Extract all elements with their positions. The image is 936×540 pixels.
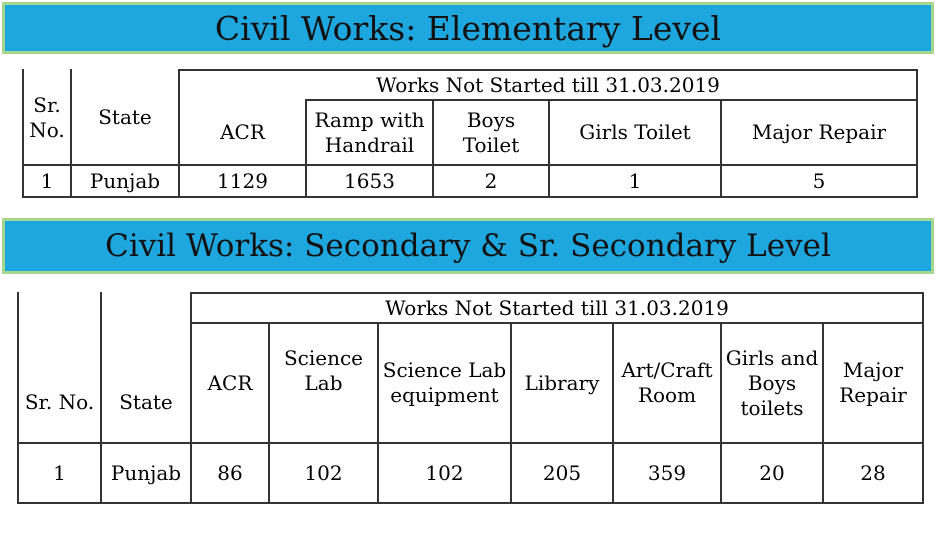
header-acr: ACR	[220, 120, 265, 144]
table-cell-science-lab: 102	[304, 460, 343, 485]
table-cell-girls: 1	[628, 168, 642, 193]
header-acr: ACR	[207, 370, 253, 395]
header-major-repair: Major Repair	[839, 358, 907, 407]
table-line	[17, 502, 924, 504]
header-library: Library	[524, 370, 600, 395]
table-cell-boys: 2	[484, 168, 498, 193]
header-state: State	[98, 105, 152, 129]
header-science-lab-equipment: Science Lab equipment	[382, 358, 507, 407]
table-line	[922, 292, 924, 504]
header-major-repair: Major Repair	[751, 120, 887, 144]
table-cell-state: Punjab	[89, 168, 161, 193]
elementary-title-banner	[2, 2, 934, 54]
header-ramp-with-handrail: Ramp with Handrail	[314, 107, 425, 157]
table-line	[22, 196, 918, 198]
secondary-title: Civil Works: Secondary & Sr. Secondary Level	[105, 228, 831, 264]
header-art-craft-room: Art/Craft Room	[621, 358, 713, 407]
header-girls-toilet: Girls Toilet	[579, 120, 691, 144]
table-cell-ramp: 1653	[344, 168, 395, 193]
table-cell-girls-boys: 20	[759, 460, 785, 485]
table-cell-sr: 1	[40, 168, 54, 193]
header-science-lab: Science Lab	[283, 346, 364, 395]
table-cell-acr: 86	[217, 460, 243, 485]
header-works-not-started: Works Not Started till 31.03.2019	[376, 72, 720, 97]
table-cell-science-lab-equipment: 102	[425, 460, 464, 485]
table-cell-acr: 1129	[217, 168, 268, 193]
table-cell-art-craft: 359	[647, 460, 687, 485]
header-sr-no: Sr. No.	[24, 389, 95, 414]
header-works-not-started: Works Not Started till 31.03.2019	[385, 295, 729, 320]
table-cell-sr: 1	[53, 460, 66, 485]
elementary-title: Civil Works: Elementary Level	[214, 8, 722, 48]
table-line	[916, 69, 918, 198]
header-sr-no: Sr. No.	[29, 92, 65, 142]
table-cell-major: 5	[812, 168, 826, 193]
header-state: State	[119, 389, 173, 414]
header-boys-toilet: Boys Toilet	[462, 107, 520, 157]
table-cell-library: 205	[542, 460, 582, 485]
header-girls-and-boys-toilets: Girls and Boys toilets	[725, 345, 819, 420]
secondary-title-banner	[2, 218, 934, 274]
table-cell-major: 28	[860, 460, 886, 485]
table-cell-state: Punjab	[110, 460, 182, 485]
